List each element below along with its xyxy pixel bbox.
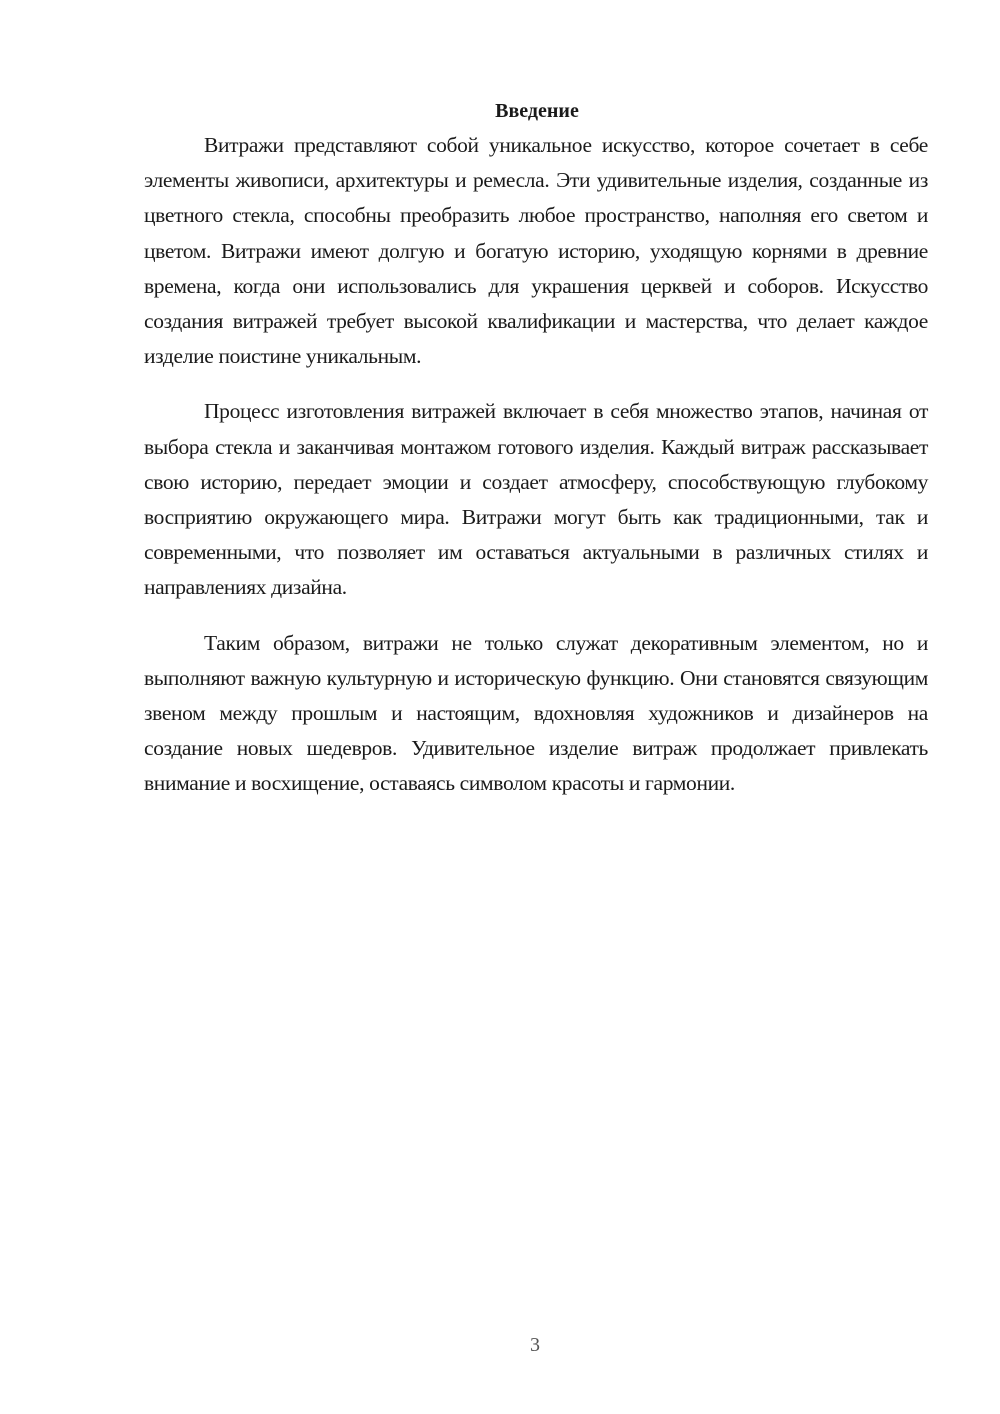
section-title: Введение	[495, 100, 579, 122]
page-number: 3	[530, 1334, 540, 1356]
page-content	[144, 96, 928, 822]
paragraph-intro: Витражи представляют собой уникальное искусство, которое сочетает в себе элементы живописи, архитектуры и ремесла. Эти удивительные изделия, созданные из цветного стекла, способны преобразить любое пространство, наполняя его светом и цветом. Витражи имеют долгую и богатую историю, уходящую корнями в древние времена, когда они использовались для украшения церквей и соборов. Искусство создания витражей требует высокой квалификации и мастерства, что делает каждое изделие поистине уникальным.	[144, 133, 928, 369]
paragraph-process: Процесс изготовления витражей включает в себя множество этапов, начиная от выбора стекла и заканчивая монтажом готового изделия. Каждый витраж рассказывает свою историю, передает эмоции и создает атмосферу, способствующую глубокому восприятию окружающего мира. Витражи могут быть как традиционными, так и современными, что позволяет им оставаться актуальными в различных стилях и направлениях дизайна.	[144, 399, 928, 600]
paragraph-conclusion: Таким образом, витражи не только служат декоративным элементом, но и выполняют важную культурную и историческую функцию. Они становятся связующим звеном между прошлым и настоящим, вдохновляя художников и дизайнеров на создание новых шедевров. Удивительное изделие витраж продолжает привлекать внимание и восхищение, оставаясь символом красоты и гармонии.	[144, 630, 928, 796]
